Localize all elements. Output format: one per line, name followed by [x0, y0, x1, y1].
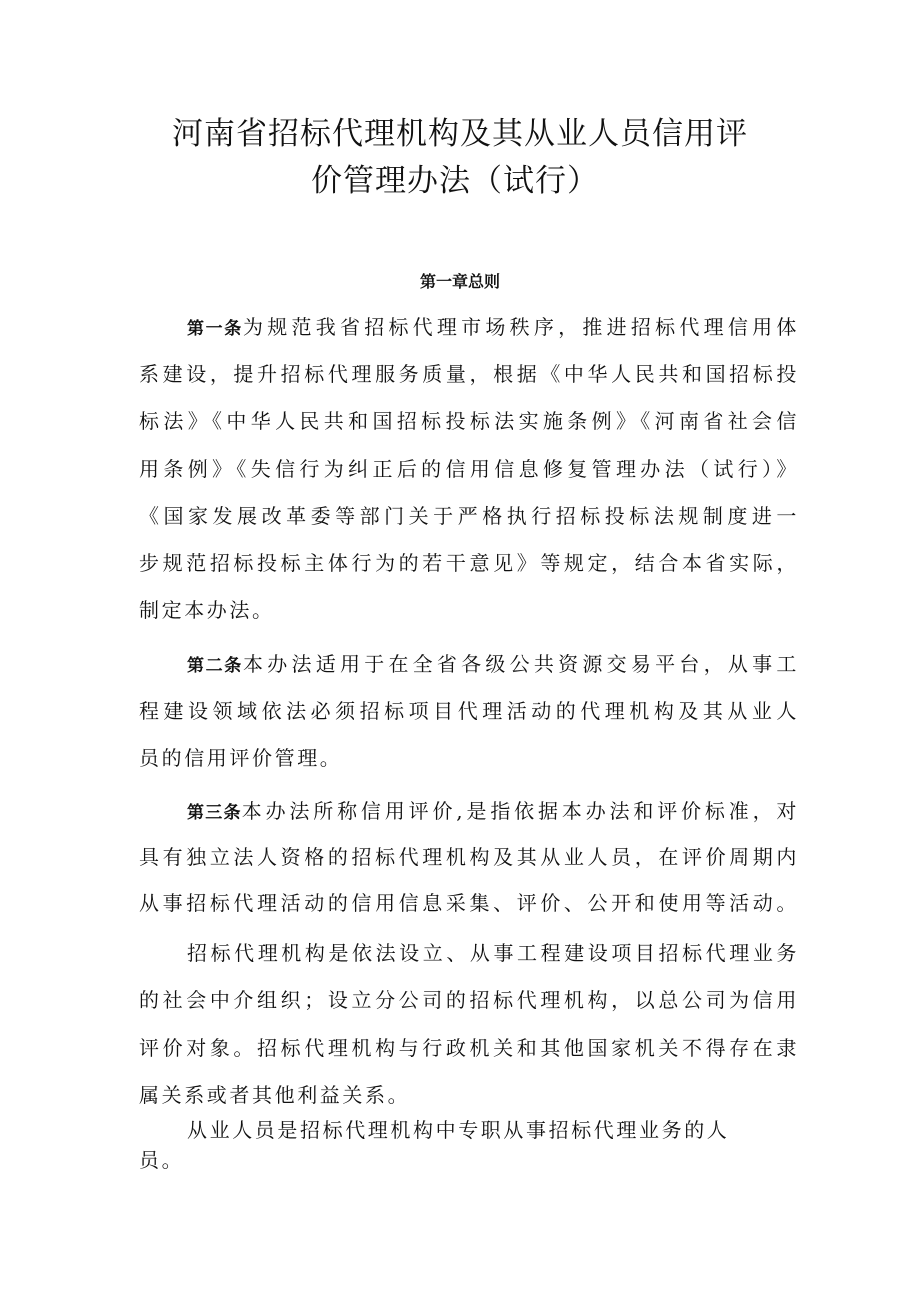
article-1-line-6: 步规范招标投标主体行为的若干意见》等规定，结合本省实际， [139, 551, 799, 575]
article-1-line-5: 《国家发展改革委等部门关于严格执行招标投标法规制度进一 [139, 504, 799, 528]
article-2-line-2: 程建设领域依法必须招标项目代理活动的代理机构及其从业人 [139, 699, 799, 723]
document-title-line-1: 河南省招标代理机构及其从业人员信用评 [172, 116, 748, 152]
article-2-line-3: 员的信用评价管理。 [139, 746, 343, 770]
article-1-text: 为规范我省招标代理市场秩序，推进招标代理信用体 [242, 315, 799, 339]
article-3-line-3: 从事招标代理活动的信用信息采集、评价、公开和使用等活动。 [139, 891, 799, 915]
staff-line-1: 从业人员是招标代理机构中专职从事招标代理业务的人 [187, 1118, 730, 1142]
article-1-line-2: 系建设，提升招标代理服务质量，根据《中华人民共和国招标投 [139, 362, 799, 386]
article-1-line-3: 标法》《中华人民共和国招标投标法实施条例》《河南省社会信 [139, 409, 799, 433]
article-1-line-7: 制定本办法。 [139, 598, 275, 622]
article-3-line-2: 具有独立法人资格的招标代理机构及其从业人员，在评价周期内 [139, 845, 799, 869]
article-1-line-1 [187, 313, 799, 343]
article-2-text: 本办法适用于在全省各级公共资源交易平台，从事工 [242, 652, 799, 676]
agency-line-4: 属关系或者其他利益关系。 [139, 1083, 411, 1107]
article-2-label: 第二条 [187, 656, 243, 676]
document-title-line-2: 价管理办法（试行） [311, 163, 599, 199]
article-1-label: 第一条 [187, 319, 243, 339]
chapter-heading: 第一章总则 [419, 272, 500, 291]
article-3-line-1 [187, 797, 799, 827]
article-3-text: 本办法所称信用评价,是指依据本办法和评价标准，对 [241, 799, 799, 823]
article-2-line-1 [187, 650, 799, 680]
agency-line-2: 的社会中介组织；设立分公司的招标代理机构，以总公司为信用 [139, 988, 799, 1012]
agency-line-1: 招标代理机构是依法设立、从事工程建设项目招标代理业务 [187, 941, 799, 965]
agency-line-3: 评价对象。招标代理机构与行政机关和其他国家机关不得存在隶 [139, 1036, 799, 1060]
article-3-label: 第三条 [187, 803, 242, 823]
staff-line-2: 员。 [139, 1148, 185, 1172]
article-1-line-4: 用条例》《失信行为纠正后的信用信息修复管理办法（试行）》 [139, 457, 799, 481]
